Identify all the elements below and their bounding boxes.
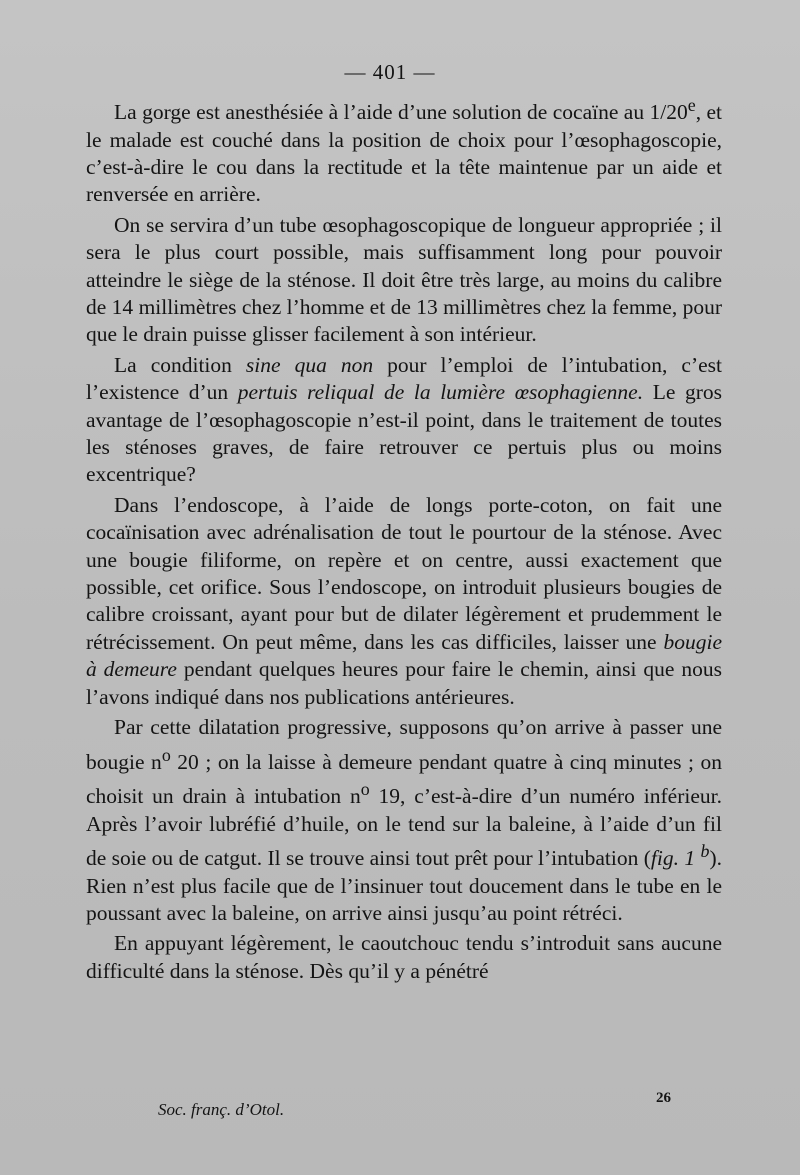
text-run: La condition bbox=[114, 352, 246, 377]
figure-reference: fig. 1 bbox=[650, 846, 701, 871]
superscript: o bbox=[360, 779, 370, 800]
text-run: 19, c’est-à-dire d’un numéro inférieur. Après l’avoir lubréfié d’huile, on le tend sur la baleine, à l’aide d’un fil de soie ou de catgut. Il se trouve ainsi tout prêt pour l’intubation ( bbox=[86, 784, 722, 871]
signature-mark: 26 bbox=[656, 1090, 671, 1106]
text-run: Dans l’endoscope, à l’aide de longs porte-coton, on fait une cocaïnisation avec adrénalisation de tout le pourtour de la sténose. Avec une bougie filiforme, on repère et on centre, aussi exactement que possible, cet orifice. Sous l’endoscope, on introduit plusieurs bougies de calibre croissant, ayant pour but de dilater légèrement et prudemment le rétrécissement. On peut même, dans les cas difficiles, laisser une bbox=[86, 492, 722, 654]
superscript: o bbox=[161, 744, 171, 765]
text-run: pour l’emploi de l’intubation, c’est l’existence d’un bbox=[86, 352, 722, 405]
text-run: Le gros avantage de l’œsophagoscopie n’est-il point, dans le traitement de toutes les sténoses graves, de faire retrouver ce pertuis plus ou moins excentrique? bbox=[86, 380, 723, 487]
text-run: Par cette dilatation progressive, supposons qu’on arrive à passer une bougie n bbox=[86, 715, 722, 774]
italic-term: pertuis reliqual de la lumière œsophagienne. bbox=[237, 380, 644, 405]
text-run: ). Rien n’est plus facile que de l’insinuer tout doucement dans le tube en le poussant avec la baleine, on arrive ainsi jusqu’au point rétréci. bbox=[86, 846, 722, 925]
superscript: b bbox=[700, 841, 710, 862]
text-run: pendant quelques heures pour faire le chemin, ainsi que nous l’avons indiqué dans nos publications antérieures. bbox=[86, 657, 722, 709]
text-run: En appuyant légèrement, le caoutchouc tendu s’introduit sans aucune difficulté dans la sténose. Dès qu’il y a pénétré bbox=[86, 931, 722, 983]
paragraph-tube bbox=[86, 212, 722, 349]
text-run: La gorge est anesthésiée à l’aide d’une solution de cocaïne au 1/20 bbox=[114, 100, 688, 125]
text-run: 20 ; on la laisse à demeure pendant quatre à cinq minutes ; on choisit un drain à intubation n bbox=[86, 749, 722, 809]
paragraph-introduction bbox=[86, 930, 722, 985]
page-number: — 401 — bbox=[344, 60, 436, 84]
italic-term: bougie à demeure bbox=[86, 629, 722, 682]
body-text bbox=[86, 92, 722, 985]
paragraph-condition bbox=[86, 352, 722, 489]
paragraph-endoscope bbox=[86, 492, 722, 711]
footer-source: Soc. franç. d’Otol. bbox=[158, 1100, 285, 1119]
paragraph-anesthesia bbox=[86, 92, 722, 209]
superscript: e bbox=[687, 95, 696, 115]
text-run: On se servira d’un tube œsophagoscopique de longueur appropriée ; il sera le plus court possible, mais suffisamment long pour pouvoir atteindre le siège de la sténose. Il doit être très large, au moins du calibre de 14 millimètres chez l’homme et de 13 millimètres chez la femme, pour que le drain puisse glisser facilement à son intérieur. bbox=[86, 212, 722, 347]
text-run: , et le malade est couché dans la position de choix pour l’œsophagoscopie, c’est-à-dire le cou dans la rectitude et la tête maintenue par un aide et renversée en arrière. bbox=[86, 100, 722, 207]
paragraph-dilatation bbox=[86, 714, 722, 927]
italic-term: sine qua non bbox=[245, 352, 374, 377]
